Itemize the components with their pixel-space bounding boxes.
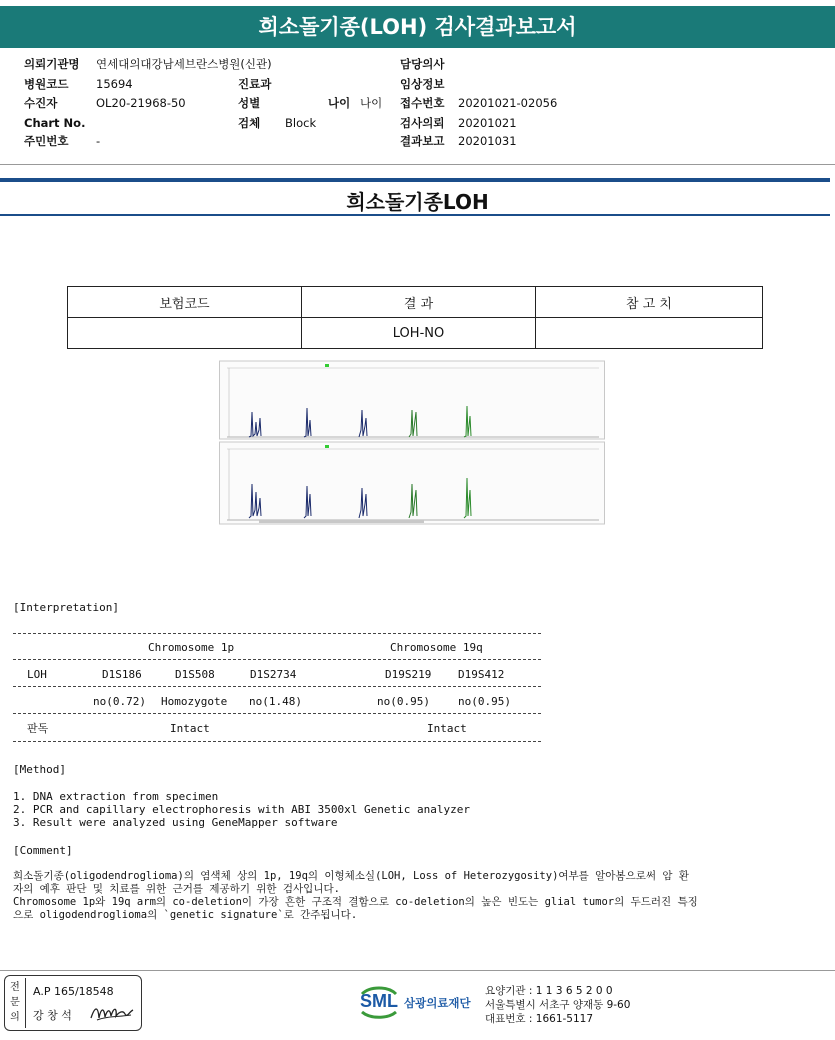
value-d1s186: no(0.72) [93,695,146,708]
stamp-char-2: 문 [10,997,20,1008]
comment-label: [Comment] [13,844,73,857]
report-title-banner: 희소돌기종(LOH) 검사결과보고서 [0,6,835,48]
request-date-value: 20201021 [458,116,517,130]
header-divider [0,164,835,165]
result-table-row [68,318,763,349]
accession-value: 20201021-02056 [458,96,558,110]
judgement-label: 판독 [27,722,49,735]
result-table [67,286,763,349]
report-date-label: 결과보고 [400,134,445,148]
comment-line-3: Chromosome 1p와 19q arm의 co-deletion이 가장 흔한 구조적 결함으로 co-deletion의 높은 빈도는 glial tumor의 두드러진 특징 [13,896,698,908]
value-d19s412: no(0.95) [458,695,511,708]
lab-info [485,984,630,1026]
resident-no-label: 주민번호 [24,134,69,148]
result-header: 결 과 [302,287,536,318]
stamp-doctor-name: 강 창 석 [33,1009,72,1022]
section-rule-top [0,178,830,182]
specimen-value: Block [285,116,317,130]
resident-no-value: - [96,134,101,148]
value-d1s508: Homozygote [161,695,228,708]
interp-rule-4 [13,713,541,714]
method-item-1: 1. DNA extraction from specimen [13,790,219,803]
result-cell: LOH-NO [302,318,536,349]
interp-rule-5 [13,741,541,742]
insurance-code-cell [68,318,302,349]
section-rule-bottom [0,214,830,216]
hospital-code-value: 15694 [96,77,133,91]
receipt-id-value: OL20-21968-50 [96,96,186,110]
loh-label: LOH [27,668,47,681]
specimen-label: 검체 [238,116,261,130]
section-title: 희소돌기종LOH [346,190,489,214]
scroll-bar [259,520,424,523]
dept-label: 진료과 [238,77,272,91]
interp-rule-3 [13,686,541,687]
stamp-vertical-label [8,980,22,1025]
judgement-1p: Intact [170,722,210,735]
sml-logo [358,984,473,1020]
lab-address: 서울특별시 서초구 양재동 9-60 [485,999,631,1011]
marker-d19s219: D19S219 [385,668,432,681]
stamp-ap-number: A.P 165/18548 [33,985,114,998]
reference-cell [536,318,763,349]
chart-no-label: Chart No. [24,116,86,130]
judgement-19q: Intact [427,722,467,735]
accession-label: 접수번호 [400,96,445,110]
stamp-char-3: 의 [10,1012,20,1023]
clinical-label: 임상정보 [400,77,445,91]
top-panel [220,361,605,439]
receipt-id-label: 수진자 [24,96,58,110]
institution-label: 의뢰기관명 [24,57,80,71]
footer-divider [0,970,835,971]
hospital-code-label: 병원코드 [24,77,69,91]
method-label: [Method] [13,763,66,776]
reference-header: 참 고 치 [536,287,763,318]
doctor-label: 담당의사 [400,57,445,71]
request-date-label: 검사의뢰 [400,116,445,130]
interp-rule-2 [13,659,541,660]
stamp-char-1: 전 [10,982,20,993]
comment-line-1: 희소돌기종(oligodendroglioma)의 염색체 상의 1p, 19q의 이형체소실(LOH, Loss of Heterozygosity)여부를 알아봄으로써 암 환 [13,870,689,882]
age-value: 나이 [360,96,383,110]
signature-icon [89,1002,135,1024]
comment-line-2: 자의 예후 판단 및 치료를 위한 근거를 제공하기 위한 검사입니다. [13,883,340,895]
sml-foundation-name: 삼광의료재단 [404,996,471,1010]
bottom-panel [220,442,605,524]
marker-d1s186: D1S186 [102,668,142,681]
stamp-divider [25,978,26,1028]
value-d19s219: no(0.95) [377,695,430,708]
lab-code: 요양기관 : 1 1 3 6 5 2 0 0 [485,985,613,997]
comment-line-4: 으로 oligodendroglioma의 `genetic signature`로 간주됩니다. [13,909,358,921]
interpretation-label: [Interpretation] [13,601,119,614]
marker-d1s2734: D1S2734 [250,668,297,681]
interp-rule-1 [13,633,541,634]
sex-label: 성별 [238,96,261,110]
method-item-3: 3. Result were analyzed using GeneMapper software [13,816,338,829]
sml-logo-text: SML [360,991,398,1011]
chrom-1p-header: Chromosome 1p [148,641,235,654]
electropherogram-image [219,360,605,526]
specialist-stamp [4,975,142,1031]
insurance-code-header: 보험코드 [68,287,302,318]
chrom-19q-header: Chromosome 19q [390,641,483,654]
result-table-header [68,287,763,318]
value-d1s2734: no(1.48) [249,695,302,708]
lab-phone: 대표번호 : 1661-5117 [485,1013,594,1025]
method-item-2: 2. PCR and capillary electrophoresis with ABI 3500xl Genetic analyzer [13,803,470,816]
marker-d1s508: D1S508 [175,668,215,681]
marker-d19s412: D19S412 [458,668,505,681]
report-date-value: 20201031 [458,134,517,148]
institution-value: 연세대의대강남세브란스병원(신관) [96,57,272,71]
age-label: 나이 [328,96,351,110]
